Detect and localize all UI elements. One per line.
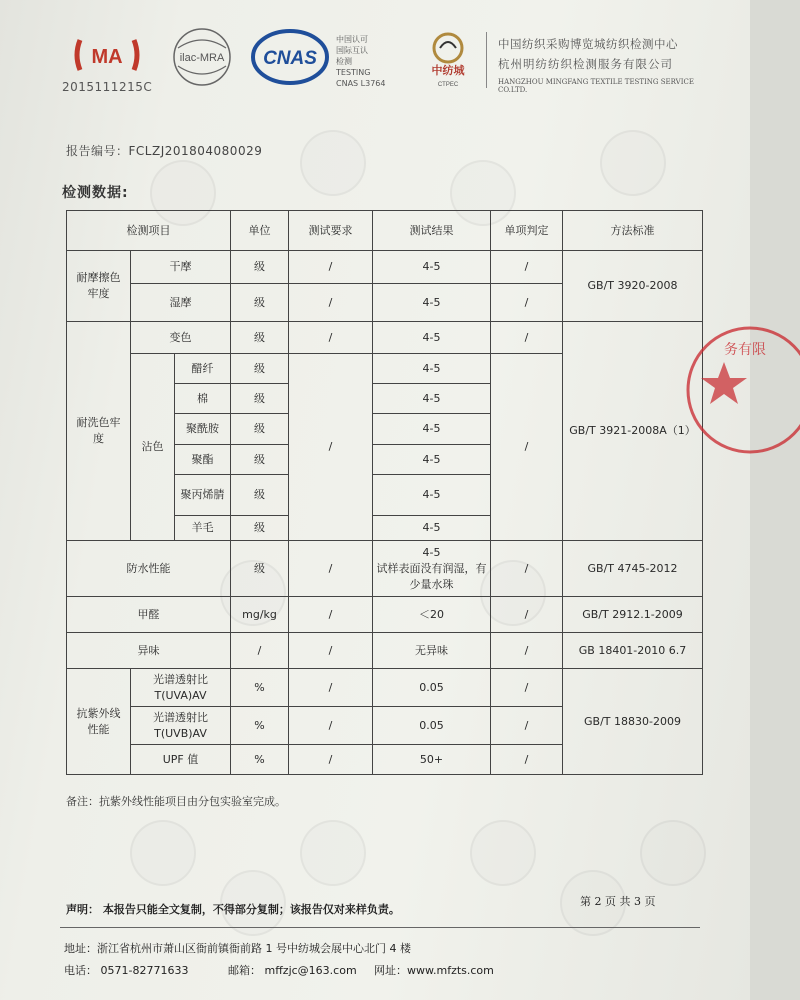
footer-email: 邮箱： mffzjc@163.com (228, 964, 357, 977)
ctpec-logo (426, 30, 470, 90)
footer-divider (60, 927, 700, 928)
item-name: 湿摩 (131, 284, 231, 322)
declaration: 声明： 本报告只能全文复制，不得部分复制；该报告仅对来样负责。 (66, 903, 400, 916)
item-name: UPF 值 (131, 745, 231, 775)
org-name-line2: 杭州明纺纺织检测服务有限公司 (498, 57, 673, 71)
judgement-cell: / (491, 633, 563, 669)
method-cell: GB/T 18830-2009 (563, 669, 703, 775)
judgement-cell: / (491, 284, 563, 322)
header-method: 方法标准 (563, 211, 703, 251)
result-cell: 4-5 (373, 354, 491, 384)
table-row (67, 597, 703, 633)
method-cell: GB/T 4745-2012 (563, 541, 703, 597)
requirement-cell: / (289, 707, 373, 745)
method-cell: GB/T 3920-2008 (563, 251, 703, 322)
unit-cell: % (231, 745, 289, 775)
cert-number: 2015111215C (62, 80, 153, 94)
item-name: 棉 (175, 384, 231, 414)
test-data-table (66, 210, 703, 775)
judgement-cell: / (491, 322, 563, 354)
header-unit: 单位 (231, 211, 289, 251)
unit-cell: 级 (231, 445, 289, 475)
judgement-cell: / (491, 541, 563, 597)
unit-cell: 级 (231, 384, 289, 414)
result-grade: 4-5 (422, 545, 441, 559)
section-title: 检测数据: (62, 185, 129, 201)
cnas-line: CNAS L3764 (336, 79, 386, 88)
item-name: 羊毛 (175, 516, 231, 541)
method-cell: GB/T 2912.1-2009 (563, 597, 703, 633)
item-name: 防水性能 (67, 541, 231, 597)
header-item: 检测项目 (67, 211, 231, 251)
item-name: 甲醛 (67, 597, 231, 633)
requirement-cell: / (289, 322, 373, 354)
item-name: 光谱透射比T(UVB)AV (131, 707, 231, 745)
header-divider (486, 32, 487, 88)
unit-cell: 级 (231, 516, 289, 541)
footer-address: 地址：浙江省杭州市萧山区衙前镇衙前路 1 号中纺城会展中心北门 4 楼 (64, 942, 411, 955)
cnas-line: 国际互认 (336, 46, 368, 55)
ma-logo-text: MA (91, 46, 123, 68)
cma-logo (72, 32, 142, 78)
result-cell (373, 541, 491, 597)
requirement-cell: / (289, 633, 373, 669)
unit-cell: 级 (231, 354, 289, 384)
result-cell: 4-5 (373, 414, 491, 445)
item-name: 变色 (131, 322, 231, 354)
requirement-cell: / (289, 541, 373, 597)
stamp-text: 务有限 (724, 342, 766, 358)
item-name: 聚酰胺 (175, 414, 231, 445)
unit-cell: 级 (231, 284, 289, 322)
item-name: 醋纤 (175, 354, 231, 384)
wash-group-label: 耐洗色牢度 (67, 322, 131, 541)
company-seal-stamp (680, 320, 800, 460)
org-name-english: HANGZHOU MINGFANG TEXTILE TESTING SERVICE CO.LTD. (498, 78, 694, 94)
result-cell: 0.05 (373, 669, 491, 707)
result-cell: 4-5 (373, 284, 491, 322)
cnas-line: 检测 (336, 57, 352, 66)
requirement-cell: / (289, 669, 373, 707)
result-cell: ＜20 (373, 597, 491, 633)
judgement-cell: / (491, 597, 563, 633)
ilac-mra-logo (166, 26, 238, 88)
unit-cell: % (231, 669, 289, 707)
table-row (67, 322, 703, 354)
result-cell: 50+ (373, 745, 491, 775)
requirement-cell: / (289, 284, 373, 322)
method-cell: GB 18401-2010 6.7 (563, 633, 703, 669)
judgement-cell: / (491, 707, 563, 745)
cnas-logo-text: CNAS (263, 48, 317, 69)
cnas-logo (250, 26, 330, 88)
requirement-cell: / (289, 354, 373, 541)
table-row (67, 541, 703, 597)
table-row (67, 669, 703, 707)
unit-cell: 级 (231, 541, 289, 597)
rub-group-label: 耐摩擦色牢度 (67, 251, 131, 322)
ilac-text: ilac-MRA (179, 52, 225, 64)
judgement-cell: / (491, 251, 563, 284)
stain-label: 沾色 (131, 354, 175, 541)
result-cell: 无异味 (373, 633, 491, 669)
judgement-cell: / (491, 669, 563, 707)
result-cell: 4-5 (373, 516, 491, 541)
header-judgement: 单项判定 (491, 211, 563, 251)
item-name: 光谱透射比T(UVA)AV (131, 669, 231, 707)
uv-group-label: 抗紫外线性能 (67, 669, 131, 775)
item-name: 聚丙烯腈 (175, 475, 231, 516)
requirement-cell: / (289, 745, 373, 775)
header-logos (60, 26, 720, 96)
requirement-cell: / (289, 251, 373, 284)
result-cell: 4-5 (373, 384, 491, 414)
judgement-cell: / (491, 745, 563, 775)
result-cell: 4-5 (373, 322, 491, 354)
item-name: 干摩 (131, 251, 231, 284)
item-name: 聚酯 (175, 445, 231, 475)
cnas-line: 中国认可 (336, 35, 368, 44)
result-cell: 4-5 (373, 445, 491, 475)
requirement-cell: / (289, 597, 373, 633)
unit-cell: 级 (231, 475, 289, 516)
ctpec-abbr-text: CTPEC (437, 82, 459, 88)
report-number: 报告编号：FCLZJ201804080029 (66, 144, 263, 158)
unit-cell: % (231, 707, 289, 745)
header-result: 测试结果 (373, 211, 491, 251)
page-number: 第 2 页 共 3 页 (580, 895, 656, 908)
table-row (67, 633, 703, 669)
method-cell: GB/T 3921-2008A（1） (563, 322, 703, 541)
cnas-line: TESTING (336, 68, 371, 77)
org-name-line1: 中国纺织采购博览城纺织检测中心 (498, 37, 678, 51)
table-row (67, 251, 703, 284)
table-header-row (67, 211, 703, 251)
result-cell: 4-5 (373, 475, 491, 516)
unit-cell: 级 (231, 414, 289, 445)
header-requirement: 测试要求 (289, 211, 373, 251)
footer-phone: 电话： 0571-82771633 (64, 964, 189, 977)
unit-cell: mg/kg (231, 597, 289, 633)
item-name: 异味 (67, 633, 231, 669)
judgement-cell: / (491, 354, 563, 541)
cnas-accreditation-text (336, 34, 385, 89)
unit-cell: / (231, 633, 289, 669)
table-note: 备注：抗紫外线性能项目由分包实验室完成。 (66, 795, 286, 808)
result-cell: 0.05 (373, 707, 491, 745)
result-description: 试样表面没有润湿，有少量水珠 (376, 561, 487, 591)
ctpec-brand-text: 中纺城 (431, 64, 465, 77)
footer-website: 网址：www.mfzts.com (374, 964, 494, 977)
result-cell: 4-5 (373, 251, 491, 284)
unit-cell: 级 (231, 251, 289, 284)
unit-cell: 级 (231, 322, 289, 354)
